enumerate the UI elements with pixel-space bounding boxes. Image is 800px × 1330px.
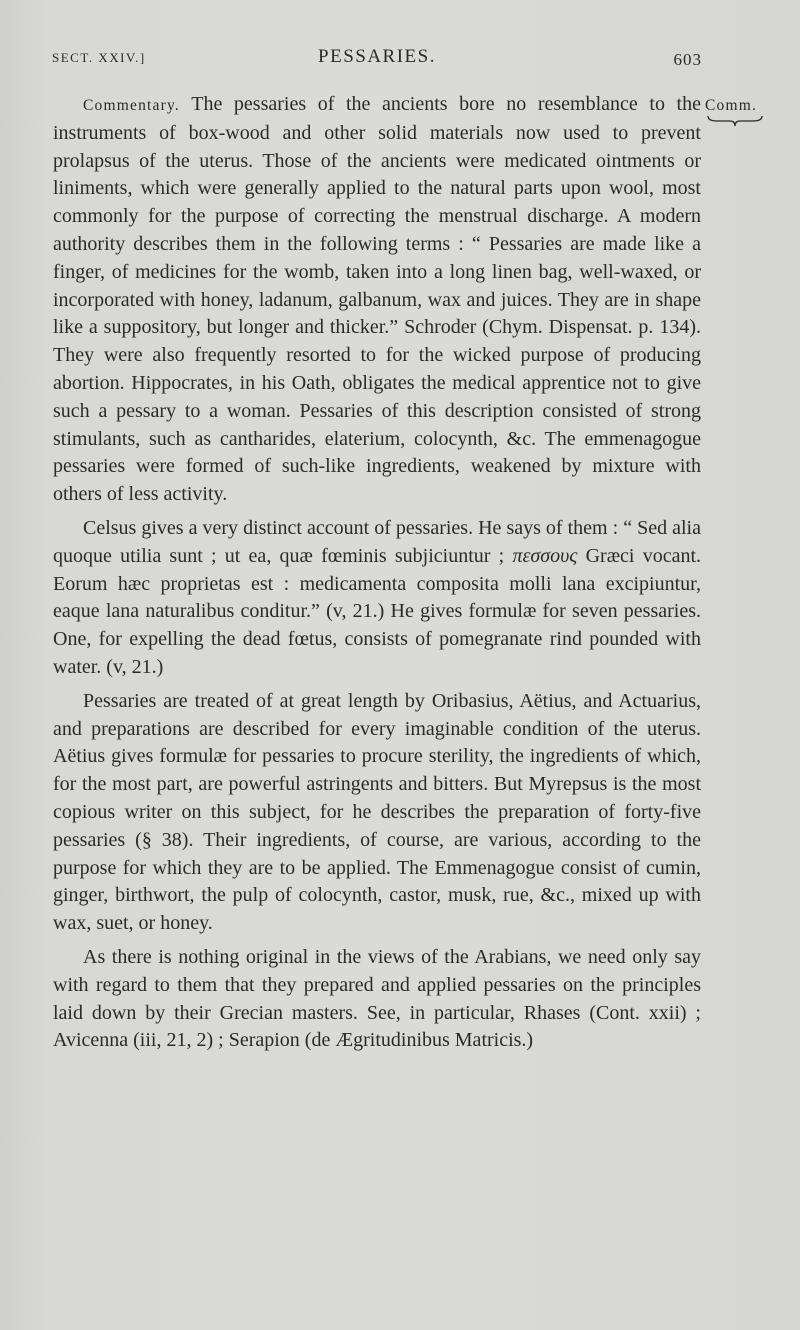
margin-note: Comm. xyxy=(705,97,758,114)
page-title: PESSARIES. xyxy=(318,46,436,67)
paragraph-arabians: As there is nothing original in the views of the Arabians, we need only say with regard to them that they prepared and applied pessaries on the principles laid down by their Grecian masters. See, in particular, Rhases (Cont. xxii) ; Avicenna (iii, 21, 2) ; Serapion (de Ægritudinibus Matricis.) xyxy=(53,945,701,1052)
running-header xyxy=(52,46,702,76)
margin-brace-icon xyxy=(707,114,763,128)
paragraph-oribasius: Pessaries are treated of at great length by Oribasius, Aëtius, and Actuarius, and preparations are described for every imaginable condition of the uterus. Aëtius gives formulæ for pessaries to procure sterility, the ingredients of which, for the most part, are powerful astringents and bitters. But Myrepsus is the most copious writer on this subject, for he describes the preparation of forty-five pessaries (§ 38). Their ingredients, of course, are various, according to the purpose for which they are to be applied. The Emmenagogue consist of cumin, ginger, birthwort, the pulp of colocynth, castor, musk, rue, &c., mixed up with wax, suet, or honey. xyxy=(53,689,701,935)
commentary-text xyxy=(53,91,701,1055)
commentary-lead: Commentary. xyxy=(83,97,180,114)
paragraph-body: Celsus gives a very distinct account of pessaries. He says of them : “ Sed alia quoque utilia sunt ; ut ea, quæ fœminis subjiciuntur ; xyxy=(53,516,701,567)
greek-word: πεσσους xyxy=(512,544,578,567)
page-number: 603 xyxy=(673,50,702,69)
paragraph-body: Græci vocant. Eorum hæc proprietas est : medicamenta composita molli lana excipiuntur, eaque lana naturalibus conditur.” (v, 21.) He gives formulæ for seven pessaries. One, for expelling the dead fœtus, consists of pomegranate rind pounded with water. (v, 21.) xyxy=(53,544,702,678)
section-label: SECT. XXIV.] xyxy=(52,50,146,65)
paragraph-body: The pessaries of the ancients bore no resemblance to the instruments of box-wood and other solid materials now used to prevent prolapsus of the uterus. Those of the ancients were medicated ointments or liniments, which were generally applied to the natural parts upon wool, most commonly for the purpose of correcting the menstrual discharge. A modern authority describes them in the following terms : “ Pessaries are made like a finger, of medicines for the womb, taken into a long linen bag, well-waxed, or incorporated with honey, ladanum, galbanum, wax and juices. They are in shape like a suppository, but longer and thicker.” Schroder (Chym. Dispensat. p. 134). They were also frequently resorted to for the wicked purpose of producing abortion. Hippocrates, in his Oath, obligates the medical apprentice not to give such a pessary to a woman. Pessaries of this description consisted of strong stimulants, such as cantharides, elaterium, colocynth, &c. The emmenagogue pessaries were formed of such-like ingredients, weakened by mixture with others of less activity. xyxy=(53,93,701,506)
paragraph-commentary xyxy=(53,91,701,509)
paragraph-celsus xyxy=(53,515,701,682)
